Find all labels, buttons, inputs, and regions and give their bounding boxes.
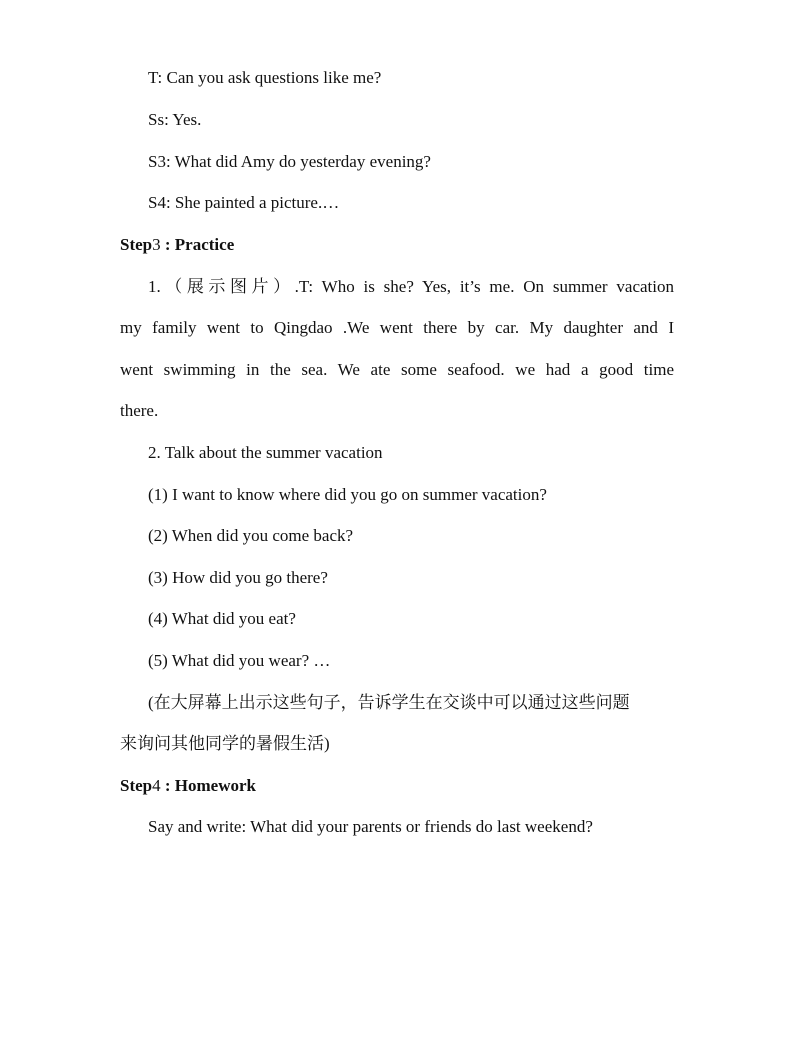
talk-title: 2. Talk about the summer vacation	[148, 443, 383, 462]
teacher-note-line: 来询问其他同学的暑假生活)	[120, 734, 330, 753]
question-item: (3) How did you go there?	[148, 568, 328, 587]
dialogue-line-students: Ss: Yes.	[148, 110, 202, 129]
step4-title: : Homework	[160, 776, 256, 795]
practice-paragraph-line: went swimming in the sea. We ate some seafood. we had a good time	[120, 360, 674, 379]
step3-label: Step	[120, 235, 153, 254]
dialogue-line-s4: S4: She painted a picture.…	[148, 193, 340, 212]
practice-paragraph-line: my family went to Qingdao .We went there by car. My daughter and I	[120, 318, 674, 337]
practice-paragraph-line: there.	[120, 401, 159, 420]
step4-heading	[120, 771, 674, 801]
step4-label: Step	[120, 776, 153, 795]
dialogue-line-s3: S3: What did Amy do yesterday evening?	[148, 152, 431, 171]
question-item: (5) What did you wear? …	[148, 651, 331, 670]
question-item: (2) When did you come back?	[148, 526, 354, 545]
question-item: (4) What did you eat?	[148, 609, 296, 628]
step3-number: 3	[152, 235, 161, 254]
dialogue-line-teacher: T: Can you ask questions like me?	[148, 68, 382, 87]
step3-title: : Practice	[160, 235, 235, 254]
homework-text: Say and write: What did your parents or friends do last weekend?	[148, 817, 593, 836]
question-item: (1) I want to know where did you go on summer vacation?	[148, 485, 547, 504]
step4-number: 4	[152, 776, 161, 795]
practice-paragraph-line: 1.（展示图片）.T: Who is she? Yes, it’s me. On summer vacation	[148, 277, 674, 296]
step3-heading	[120, 230, 674, 260]
teacher-note-line: (在大屏幕上出示这些句子，告诉学生在交谈中可以通过这些问题	[148, 693, 630, 712]
